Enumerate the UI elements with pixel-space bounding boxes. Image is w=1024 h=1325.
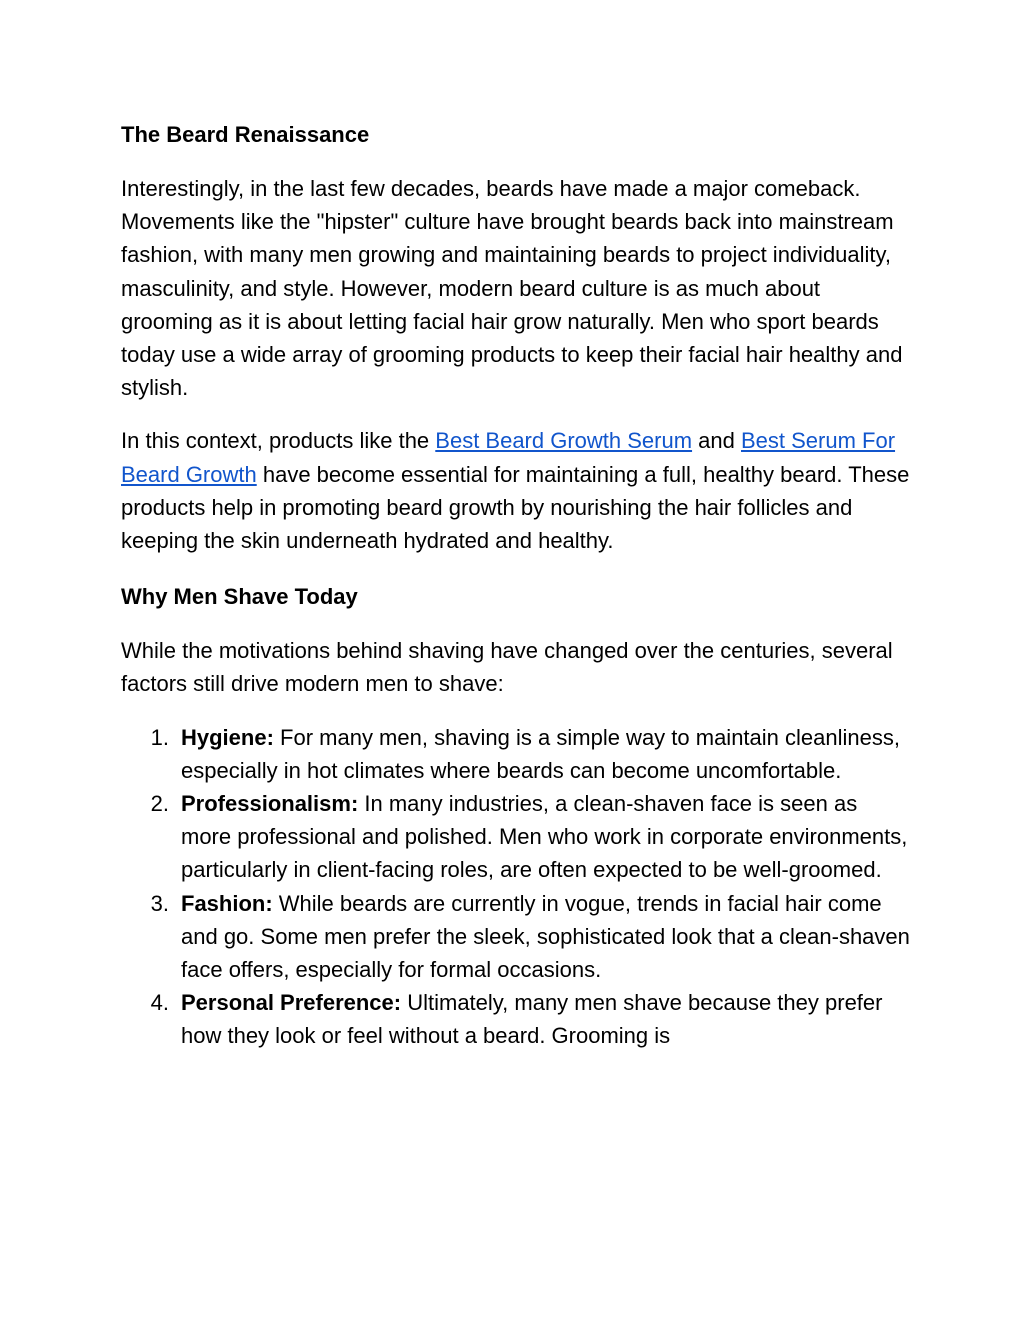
paragraph-text-before: In this context, products like the <box>121 428 436 454</box>
document-page <box>121 118 911 1053</box>
paragraph-text-after: have become essential for maintaining a full, healthy beard. These products help in promoting beard growth by nourishing the hair follicles and keeping the skin underneath hydrated and healthy. <box>121 461 910 554</box>
paragraph-beard-comeback: Interestingly, in the last few decades, beards have made a major comeback. Movements like the "hipster" culture have brought beards back into mainstream fashion, with many men growing and maintaining beards to project individuality, masculinity, and style. However, modern beard culture is as much about grooming as it is about letting facial hair grow naturally. Men who sport beards today use a wide array of grooming products to keep their facial hair healthy and stylish. <box>121 176 903 401</box>
list-item <box>121 721 911 787</box>
best-serum-for-beard-growth-link[interactable]: Best Serum For Beard Growth <box>121 428 896 487</box>
list-item-text: Ultimately, many men shave because they prefer how they look or feel without a beard. Grooming is <box>181 990 883 1049</box>
paragraph-products-context <box>121 424 911 557</box>
paragraph-shaving-motivations: While the motivations behind shaving have changed over the centuries, several factors still drive modern men to shave: <box>121 638 893 697</box>
best-beard-growth-serum-link[interactable]: Best Beard Growth Serum <box>435 428 693 454</box>
shaving-factors-list <box>121 721 911 1053</box>
list-item-number: 1. <box>150 724 169 750</box>
section-heading-why-men-shave: Why Men Shave Today <box>121 584 358 610</box>
list-item <box>121 986 911 1052</box>
list-item-term: Personal Preference: <box>181 990 402 1016</box>
list-item <box>121 787 911 887</box>
list-item-term: Professionalism: <box>181 791 359 817</box>
list-item-text: While beards are currently in vogue, trends in facial hair come and go. Some men prefer the sleek, sophisticated look that a clean-shaven face offers, especially for formal occasions. <box>181 890 910 983</box>
list-item <box>121 887 911 987</box>
list-item-number: 2. <box>150 791 169 817</box>
list-item-number: 4. <box>150 990 169 1016</box>
section-heading-beard-renaissance: The Beard Renaissance <box>121 122 370 147</box>
paragraph-text-between: and <box>692 428 741 454</box>
list-item-term: Fashion: <box>181 890 273 916</box>
list-item-term: Hygiene: <box>181 724 274 750</box>
list-item-text: In many industries, a clean-shaven face is seen as more professional and polished. Men who work in corporate environments, particularly in client-facing roles, are often expected to be well-groomed. <box>181 791 908 883</box>
list-item-number: 3. <box>150 890 169 916</box>
list-item-text: For many men, shaving is a simple way to maintain cleanliness, especially in hot climates where beards can become uncomfortable. <box>181 724 900 783</box>
